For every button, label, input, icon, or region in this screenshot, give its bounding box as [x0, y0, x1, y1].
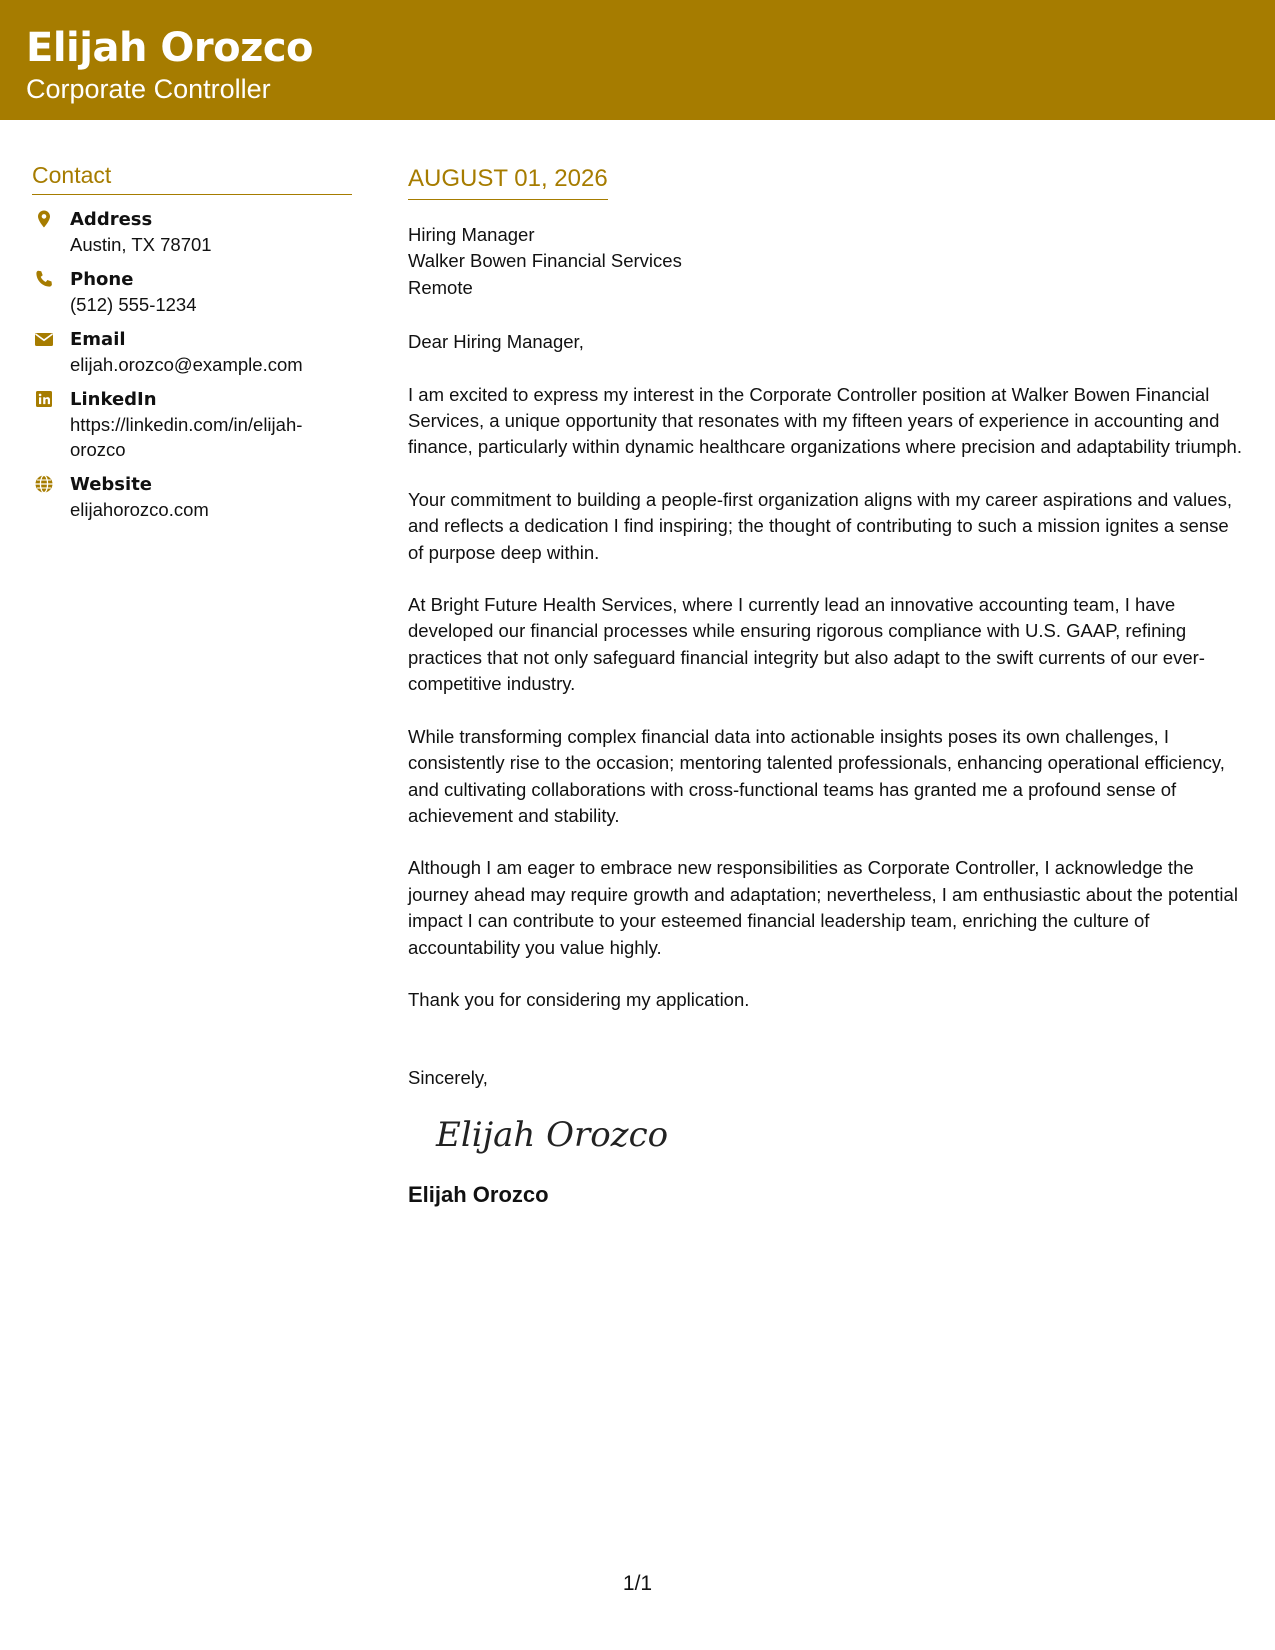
letter-paragraph: While transforming complex financial data into actionable insights poses its own challenges, I consistently rise to the occasion; mentoring talented professionals, enhancing operational efficiency, and cultivating collaborations with cross-functional teams has granted me a profound sense of achievement and stability.	[408, 725, 1225, 826]
recipient-line: Walker Bowen Financial Services	[408, 250, 682, 272]
letter-date: AUGUST 01, 2026	[408, 163, 608, 200]
contact-label: Address	[70, 209, 153, 230]
contact-value: (512) 555-1234	[70, 294, 197, 315]
letter-paragraph: I am excited to express my interest in the Corporate Controller position at Walker Bowen Financial Services, a unique opportunity that resonates with my fifteen years of experience in accounting and finance, particularly within dynamic healthcare organizations where precision and adaptability triumph.	[408, 383, 1242, 458]
contact-label: Phone	[70, 269, 134, 290]
contact-list	[32, 207, 352, 522]
contact-label: LinkedIn	[70, 389, 157, 410]
contact-item-linkedin	[32, 387, 352, 462]
recipient-line: Remote	[408, 276, 473, 298]
letter-paragraph: At Bright Future Health Services, where I currently lead an innovative accounting team, I have developed our financial processes while ensuring rigorous compliance with U.S. GAAP, refining practices that not only safeguard financial integrity but also adapt to the swift currents of our ever-competitive industry.	[408, 594, 1205, 695]
contact-value: https://linkedin.com/in/elijah-orozco	[70, 414, 303, 460]
page-number: 1/1	[622, 1572, 653, 1595]
contact-label: Website	[70, 474, 153, 495]
closing-line: Thank you for considering my application.	[408, 988, 750, 1010]
sign-off: Sincerely,	[408, 1067, 488, 1089]
envelope-icon	[34, 329, 54, 349]
applicant-name: Elijah Orozco	[26, 25, 314, 71]
letter-paragraph: Although I am eager to embrace new responsibilities as Corporate Controller, I acknowledge the journey ahead may require growth and adaptation; nevertheless, I am enthusiastic about the potential impact I can contribute to your esteemed financial leadership team, enriching the culture of accountability you value highly.	[408, 857, 1238, 958]
recipient-block	[408, 222, 1248, 301]
linkedin-icon	[34, 389, 54, 409]
applicant-title: Corporate Controller	[26, 74, 271, 104]
contact-value: elijahorozco.com	[70, 499, 209, 520]
signer-name: Elijah Orozco	[408, 1181, 549, 1207]
map-pin-icon	[34, 209, 54, 229]
contact-heading: Contact	[32, 160, 352, 195]
contact-value: Austin, TX 78701	[70, 234, 212, 255]
salutation: Dear Hiring Manager,	[408, 331, 584, 353]
globe-icon	[34, 474, 54, 494]
contact-label: Email	[70, 329, 126, 350]
contact-item-email	[32, 327, 352, 377]
header-banner	[0, 0, 1275, 120]
letter-paragraph: Your commitment to building a people-first organization aligns with my career aspirations and values, and reflects a dedication I find inspiring; the thought of contributing to such a mission ignites a sense of purpose deep within.	[408, 488, 1233, 563]
contact-sidebar	[32, 160, 352, 532]
contact-item-website	[32, 472, 352, 522]
recipient-line: Hiring Manager	[408, 224, 535, 245]
contact-item-address	[32, 207, 352, 257]
contact-value: elijah.orozco@example.com	[70, 354, 303, 375]
phone-icon	[34, 269, 54, 289]
contact-item-phone	[32, 267, 352, 317]
handwritten-signature: Elijah Orozco	[436, 1114, 669, 1155]
letter-body	[408, 163, 1248, 1210]
